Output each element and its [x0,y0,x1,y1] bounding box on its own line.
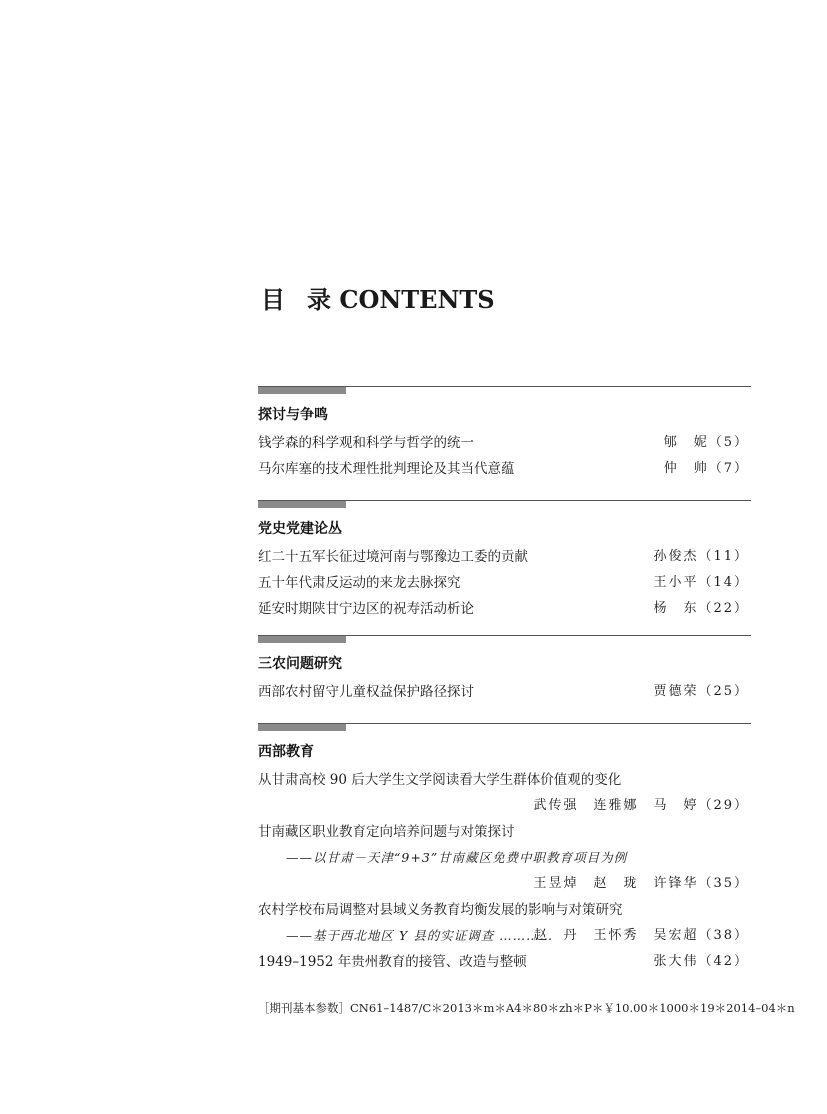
section-rural-issues [258,635,751,705]
toc-entry[interactable] [258,570,751,596]
entry-author: 仲 帅（7） [663,461,749,476]
entry-subtitle: ——基于西北地区 Y 县的实证调查 ………… [286,928,554,943]
section-rule [258,500,751,510]
section-heading: 党史党建论丛 [258,521,342,537]
toc-entry[interactable] [258,897,751,949]
section-rule [258,723,751,733]
journal-parameters: ［期刊基本参数］CN61–1487/C＊2013＊m＊A4＊80＊zh＊P＊￥10.00＊1000＊19＊2014–04＊n [258,1001,795,1015]
section-western-education [258,723,751,975]
toc-entry[interactable] [258,430,751,456]
title-en: CONTENTS [339,285,495,314]
entry-authors: 武传强 连雅娜 马 婷（29） [533,798,749,813]
entry-author: 郇 妮（5） [663,435,749,450]
entry-title: 1949–1952 年贵州教育的接管、改造与整顿 [258,954,527,970]
title-cn-1: 目 [261,285,285,314]
entry-author: 杨 东（22） [653,601,749,616]
entry-title: 钱学森的科学观和科学与哲学的统一 [258,435,474,451]
entry-title: 西部农村留守儿童权益保护路径探讨 [258,684,474,700]
toc-entry[interactable] [258,679,751,705]
entry-title: 从甘肃高校 90 后大学生文学阅读看大学生群体价值观的变化 [258,772,622,788]
entry-title: 农村学校布局调整对县域义务教育均衡发展的影响与对策研究 [258,902,623,918]
section-rule [258,386,751,396]
toc-entry[interactable] [258,949,751,975]
entry-title: 马尔库塞的技术理性批判理论及其当代意蕴 [258,461,515,477]
entry-title: 五十年代肃反运动的来龙去脉探究 [258,575,461,591]
toc-entry[interactable] [258,596,751,622]
section-heading: 探讨与争鸣 [258,407,328,423]
section-discussion [258,386,751,482]
entry-title: 红二十五军长征过境河南与鄂豫边工委的贡献 [258,549,528,565]
entry-title: 延安时期陕甘宁边区的祝寿活动析论 [258,601,474,617]
page-title [261,280,495,315]
entry-author: 张大伟（42） [653,954,749,969]
section-rule [258,635,751,645]
entry-title: 甘南藏区职业教育定向培养问题与对策探讨 [258,824,515,840]
entry-authors: 赵 丹 王怀秀 吴宏超（38） [533,928,749,943]
title-cn-2: 录 [307,285,331,314]
section-party-history [258,500,751,622]
entry-author: 贾德荣（25） [653,684,749,699]
entry-authors: 王昱焯 赵 珑 许锋华（35） [533,876,749,891]
toc-entry[interactable] [258,456,751,482]
entry-author: 王小平（14） [653,575,749,590]
toc-entry[interactable] [258,767,751,819]
toc-entry[interactable] [258,544,751,570]
section-heading: 三农问题研究 [258,656,342,672]
entry-author: 孙俊杰（11） [653,549,749,564]
entry-subtitle: ——以甘肃－天津“9+3”甘南藏区免费中职教育项目为例 [286,850,628,865]
section-heading: 西部教育 [258,744,314,760]
toc-entry[interactable] [258,819,751,897]
